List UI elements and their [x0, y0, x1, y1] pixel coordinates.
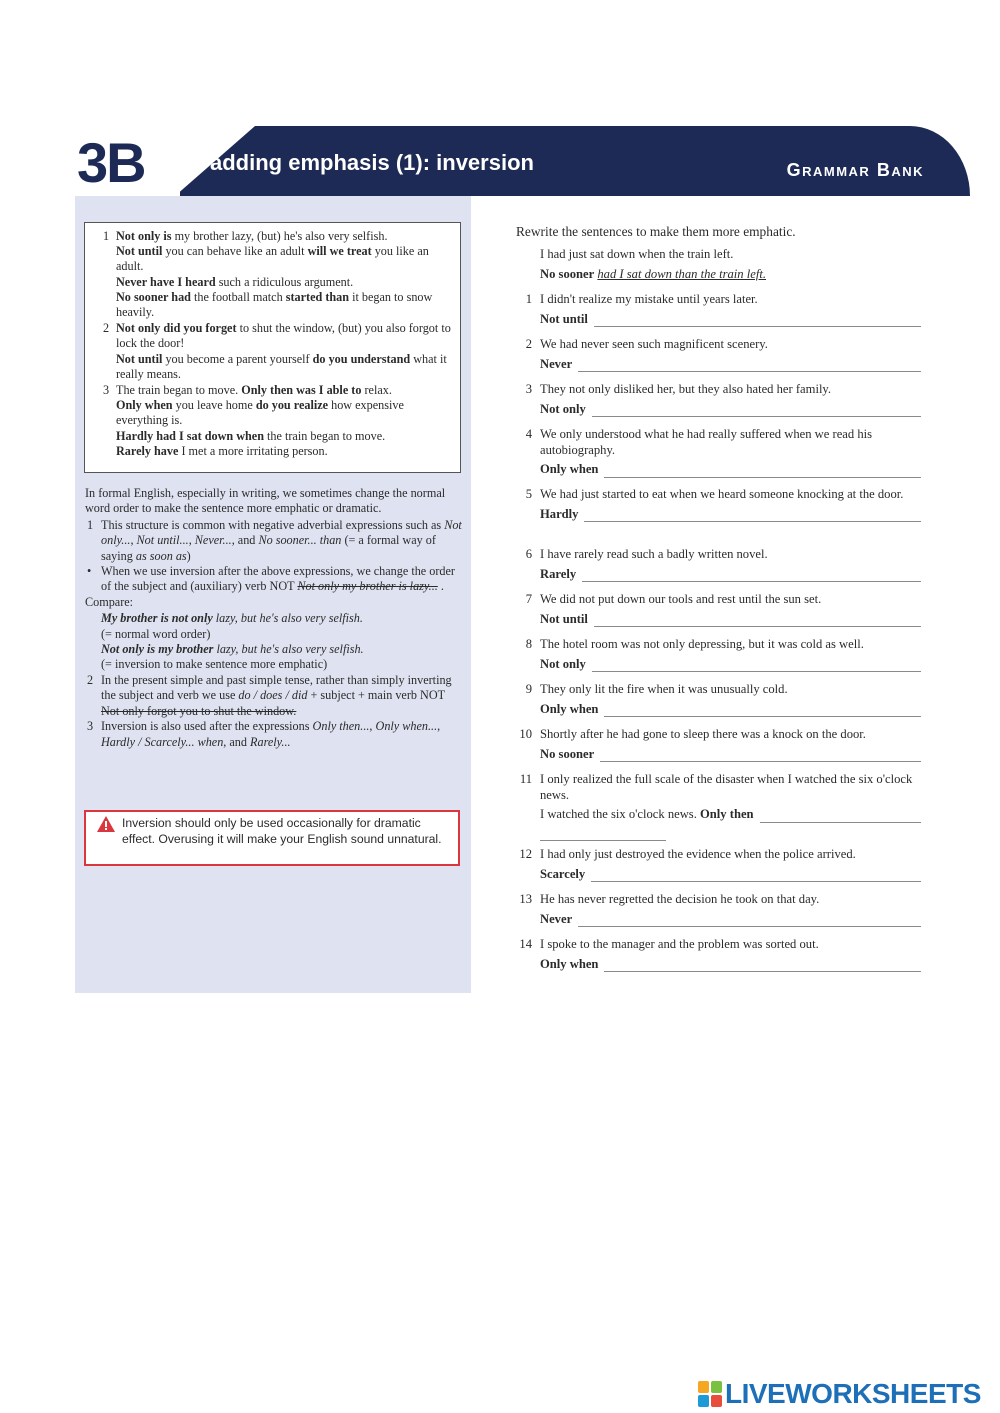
answer-line [516, 747, 921, 763]
answer-blank[interactable] [578, 360, 921, 372]
explanation-point-3: 3 Inversion is also used after the expressions Only then..., Only when..., Hardly / Scarcely... when, and Rarely... [87, 719, 441, 749]
worked-example [540, 247, 900, 282]
explanation-text [85, 486, 463, 750]
question-number: 14 [519, 937, 532, 951]
answer-blank[interactable] [600, 750, 921, 762]
explanation-intro: In formal English, especially in writing, we sometimes change the normal word order to make the sentence more emphatic or dramatic. [85, 486, 446, 516]
answer-blank[interactable] [594, 315, 921, 327]
exercise-question [516, 382, 921, 417]
explanation-bullet-text: When we use inversion after the above expressions, we change the order of the subject and (auxiliary) verb NOT Not only my brother is lazy... . [101, 564, 455, 594]
answer-continuation [516, 829, 921, 846]
answer-line [516, 507, 921, 523]
question-number: 5 [525, 487, 532, 501]
answer-line [516, 402, 921, 418]
compare-1-note: (= normal word order) [101, 626, 211, 641]
question-sentence: I didn't realize my mistake until years later. [540, 292, 758, 306]
example-rules-box [84, 222, 461, 473]
exercise-question [516, 892, 921, 927]
answer-blank[interactable] [594, 615, 921, 627]
warning-box [84, 810, 460, 866]
rule-example: Hardly had I sat down when the train began to move. [116, 428, 386, 443]
question-number: 11 [519, 772, 532, 786]
exercise-instruction: Rewrite the sentences to make them more emphatic. [516, 224, 796, 239]
answer-blank[interactable] [592, 660, 921, 672]
compare-example-1 [85, 611, 463, 642]
rule-example: Not only did you forget to shut the window, (but) you also forgot to lock the door! [116, 321, 451, 351]
exercise-question [516, 547, 921, 582]
exercise-question [516, 727, 921, 762]
prompt-word: Scarcely [540, 866, 586, 881]
exercise-question [516, 427, 921, 478]
rule-example: No sooner had the football match started than it began to snow heavily. [116, 289, 433, 320]
rule-example: Not only is my brother lazy, (but) he's also very selfish. [116, 229, 388, 243]
question-sentence: We only understood what he had really suffered when we read his autobiography. [540, 427, 873, 457]
rule-number: 1 [103, 229, 110, 243]
prompt-word: Not until [540, 611, 588, 626]
prompt-word: Never [540, 911, 573, 926]
answer-blank[interactable] [584, 510, 921, 522]
answer-line [516, 957, 921, 973]
question-number: 9 [525, 682, 532, 696]
question-sentence: Shortly after he had gone to sleep there was a knock on the door. [540, 727, 866, 741]
answer-line [516, 612, 921, 628]
exercise-question [516, 487, 921, 522]
answer-line [516, 867, 921, 883]
prompt-word: Only when [540, 701, 599, 716]
question-sentence: I had only just destroyed the evidence when the police arrived. [540, 847, 856, 861]
exercise-question [516, 937, 921, 972]
question-sentence: I only realized the full scale of the disaster when I watched the six o'clock news. [540, 772, 913, 802]
rule-group-3 [103, 383, 452, 459]
exercise-question [516, 292, 921, 327]
explanation-point-2: 2 In the present simple and past simple tense, rather than simply inverting the subject and verb we use do / does / did + subject + main verb NOT Not only forgot you to shut the window. [87, 672, 452, 718]
question-number: 2 [525, 337, 532, 351]
prompt-word: Only when [540, 956, 599, 971]
question-number: 8 [525, 637, 532, 651]
answer-line [516, 807, 921, 823]
question-sentence: They not only disliked her, but they also hated her family. [540, 382, 832, 396]
compare-label: Compare: [85, 594, 134, 609]
question-number: 12 [519, 847, 532, 861]
question-sentence: We had just started to eat when we heard someone knocking at the door. [540, 487, 904, 501]
example-prompt: No sooner [540, 266, 595, 281]
logo-text: LIVEWORKSHEETS [725, 1378, 981, 1409]
answer-blank[interactable] [592, 405, 921, 417]
explanation-point-1: 1 This structure is common with negative adverbial expressions such as Not only..., Not until..., Never..., and No sooner... than (= a formal way of saying as soon as) [87, 517, 462, 563]
question-number: 6 [525, 547, 532, 561]
prompt-word: Rarely [540, 566, 577, 581]
liveworksheets-logo[interactable] [698, 1378, 981, 1410]
grammar-panel [75, 196, 471, 993]
prompt-word: Only then [696, 807, 754, 821]
prompt-word: No sooner [540, 746, 595, 761]
rule-number: 2 [103, 321, 110, 336]
question-sentence: He has never regretted the decision he took on that day. [540, 892, 820, 906]
rule-example: Rarely have I met a more irritating person. [116, 443, 328, 458]
question-sentence: We had never seen such magnificent scenery. [540, 337, 768, 351]
explanation-point-2-text: In the present simple and past simple tense, rather than simply inverting the subject and verb we use do / does / did + subject + main verb NOT Not only forgot you to shut the window. [101, 672, 452, 718]
answer-line [516, 462, 921, 478]
example-answer: had I sat down than the train left. [597, 266, 766, 281]
exercise-question [516, 772, 921, 845]
unit-label: 3B [77, 131, 145, 194]
prompt-lead: I watched the six o'clock news. [540, 807, 697, 821]
rule-group-2 [103, 321, 452, 382]
answer-blank[interactable] [578, 915, 921, 927]
prompt-word: Hardly [540, 506, 579, 521]
answer-blank[interactable] [540, 829, 666, 841]
question-number: 7 [525, 592, 532, 606]
rule-example: Only when you leave home do you realize how expensive everything is. [116, 398, 404, 428]
rule-example: Not until you can behave like an adult will we treat you like an adult. [116, 244, 429, 274]
question-number: 4 [525, 427, 532, 441]
answer-blank[interactable] [604, 705, 921, 717]
prompt-word: Not only [540, 401, 586, 416]
liveworksheets-logo-icon [698, 1381, 722, 1407]
answer-blank[interactable] [604, 960, 921, 972]
answer-blank[interactable] [604, 466, 921, 478]
compare-2-text: Not only is my brother lazy, but he's also very selfish. [101, 642, 364, 657]
question-number: 10 [519, 727, 532, 741]
answer-blank[interactable] [760, 811, 921, 823]
exercise-question [516, 592, 921, 627]
question-sentence: The hotel room was not only depressing, but it was cold as well. [540, 637, 864, 651]
answer-line [516, 657, 921, 673]
question-number: 3 [525, 382, 532, 396]
example-sentence: I had just sat down when the train left. [540, 247, 734, 261]
explanation-bullet: • When we use inversion after the above expressions, we change the order of the subject and (auxiliary) verb NOT Not only my brother is lazy... . [87, 564, 455, 594]
rule-group-1 [103, 229, 452, 320]
explanation-point-3-text: Inversion is also used after the expressions Only then..., Only when..., Hardly / Scarcely... when, and Rarely... [101, 719, 441, 749]
answer-line [516, 912, 921, 928]
answer-line [516, 357, 921, 373]
exercise-question [516, 337, 921, 372]
question-sentence: I have rarely read such a badly written novel. [540, 547, 768, 561]
rule-example: Never have I heard such a ridiculous argument. [116, 274, 354, 289]
rule-example: The train began to move. Only then was I able to relax. [116, 383, 392, 398]
exercise-question [516, 847, 921, 882]
explanation-point-1-text: This structure is common with negative adverbial expressions such as Not only..., Not until..., Never..., and No sooner... than (= a formal way of saying as soon as) [101, 517, 462, 563]
page-title: adding emphasis (1): inversion [210, 150, 534, 175]
compare-2-note: (= inversion to make sentence more emphatic) [101, 657, 328, 672]
exercise-question [516, 682, 921, 717]
question-sentence: I spoke to the manager and the problem was sorted out. [540, 937, 819, 951]
answer-line [516, 702, 921, 718]
example-answer-line [540, 267, 900, 283]
compare-example-2 [85, 642, 463, 673]
question-number: 1 [525, 292, 532, 306]
exercise-question [516, 637, 921, 672]
prompt-word: Not until [540, 311, 588, 326]
rule-number: 3 [103, 383, 110, 398]
section-label: Grammar Bank [786, 160, 924, 180]
answer-line [516, 312, 921, 328]
warning-icon [97, 816, 115, 832]
answer-blank[interactable] [591, 870, 921, 882]
warning-text: Inversion should only be used occasionally for dramatic effect. Overusing it will make your English sound unnatural. [122, 816, 442, 846]
question-sentence: We did not put down our tools and rest until the sun set. [540, 592, 822, 606]
rule-example: Not until you become a parent yourself do you understand what it really means. [116, 351, 447, 381]
prompt-word: Only when [540, 462, 599, 476]
answer-line [516, 567, 921, 583]
compare-1-text: My brother is not only lazy, but he's also very selfish. [101, 611, 363, 626]
question-number: 13 [519, 892, 532, 906]
unit-header-banner [75, 126, 970, 196]
prompt-word: Not only [540, 656, 586, 671]
question-sentence: They only lit the fire when it was unusually cold. [540, 682, 788, 696]
prompt-word: Never [540, 356, 573, 371]
answer-blank[interactable] [582, 570, 921, 582]
